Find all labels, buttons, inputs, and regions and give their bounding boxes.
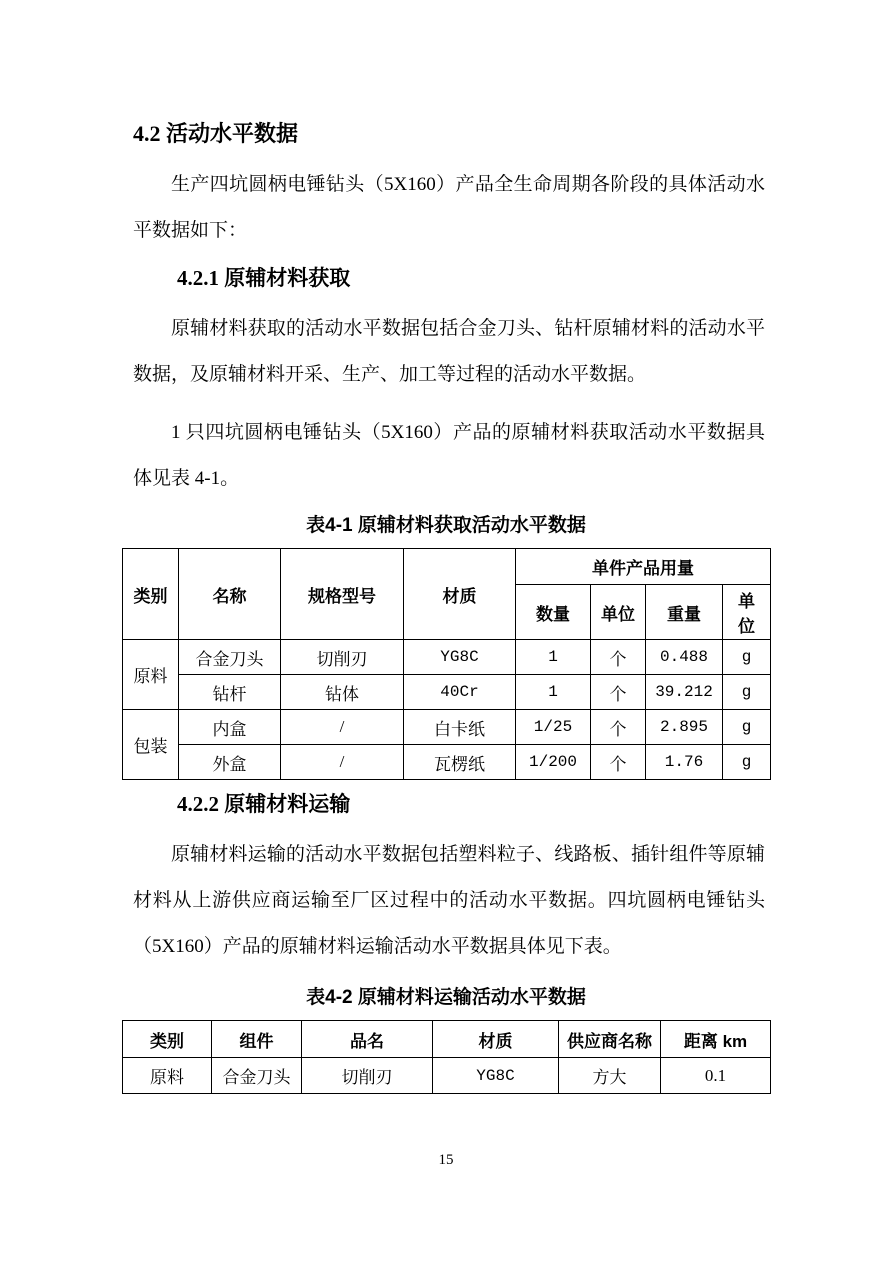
cell-weight: 39.212 [646, 675, 723, 710]
cell-qty-unit: 个 [591, 640, 646, 675]
cell-qty-unit: 个 [591, 745, 646, 780]
page-number: 15 [438, 1152, 454, 1168]
th-product: 品名 [302, 1021, 433, 1058]
table1-row-inner-box [123, 710, 771, 745]
cell-component: 合金刀头 [212, 1058, 302, 1094]
cell-material: YG8C [433, 1058, 559, 1094]
page-content [122, 0, 770, 1094]
cell-material: 瓦楞纸 [404, 745, 516, 780]
cell-weight-unit: g [723, 710, 771, 745]
paragraph-acquisition-2: 1 只四坑圆柄电锤钻头（5X160）产品的原辅材料获取活动水平数据具体见表 4-1。 [133, 422, 765, 489]
paragraph-transport: 原辅材料运输的活动水平数据包括塑料粒子、线路板、插针组件等原辅材料从上游供应商运输至厂区过程中的活动水平数据。四坑圆柄电锤钻头（5X160）产品的原辅材料运输活动水平数据具体见下表。 [133, 844, 765, 957]
cell-qty: 1/200 [516, 745, 591, 780]
th-name: 名称 [179, 549, 281, 640]
cell-distance: 0.1 [661, 1058, 771, 1094]
th-category: 类别 [123, 1021, 212, 1058]
table1-header-row-1 [123, 549, 771, 585]
cell-material: 白卡纸 [404, 710, 516, 745]
cell-category: 包装 [123, 710, 179, 780]
cell-name: 合金刀头 [179, 640, 281, 675]
th-qty-unit: 单位 [591, 585, 646, 640]
cell-product: 切削刃 [302, 1058, 433, 1094]
cell-weight-unit: g [723, 675, 771, 710]
cell-spec: / [281, 745, 404, 780]
table-raw-material-transport [122, 1020, 771, 1094]
table1-row-outer-box [123, 745, 771, 780]
cell-name: 外盒 [179, 745, 281, 780]
th-weight: 重量 [646, 585, 723, 640]
table1-row-drill-rod [123, 675, 771, 710]
cell-spec: 切削刃 [281, 640, 404, 675]
cell-name: 钻杆 [179, 675, 281, 710]
th-component: 组件 [212, 1021, 302, 1058]
paragraph-acquisition-1: 原辅材料获取的活动水平数据包括合金刀头、钻杆原辅材料的活动水平数据，及原辅材料开采、生产、加工等过程的活动水平数据。 [133, 318, 765, 385]
cell-supplier: 方大 [559, 1058, 661, 1094]
th-material: 材质 [404, 549, 516, 640]
th-distance: 距离 km [661, 1021, 771, 1058]
heading-4-2: 4.2 活动水平数据 [133, 121, 299, 146]
cell-qty: 1 [516, 640, 591, 675]
heading-4-2-2: 4.2.2 原辅材料运输 [177, 792, 351, 816]
th-usage-group: 单件产品用量 [516, 549, 771, 585]
cell-weight: 1.76 [646, 745, 723, 780]
cell-qty: 1/25 [516, 710, 591, 745]
cell-category: 原料 [123, 640, 179, 710]
cell-qty: 1 [516, 675, 591, 710]
cell-weight: 2.895 [646, 710, 723, 745]
table2-header-row [123, 1021, 771, 1058]
cell-qty-unit: 个 [591, 675, 646, 710]
th-weight-unit: 单位 [723, 585, 771, 640]
cell-weight: 0.488 [646, 640, 723, 675]
cell-material: 40Cr [404, 675, 516, 710]
table1-caption: 表4-1 原辅材料获取活动水平数据 [306, 515, 586, 536]
table2-row-alloy-tip [123, 1058, 771, 1094]
cell-name: 内盒 [179, 710, 281, 745]
heading-4-2-1: 4.2.1 原辅材料获取 [177, 266, 351, 290]
table-raw-material-acquisition [122, 548, 771, 780]
th-material: 材质 [433, 1021, 559, 1058]
th-category: 类别 [123, 549, 179, 640]
cell-weight-unit: g [723, 745, 771, 780]
paragraph-intro: 生产四坑圆柄电锤钻头（5X160）产品全生命周期各阶段的具体活动水平数据如下： [133, 174, 765, 241]
table1-row-alloy-tip [123, 640, 771, 675]
th-supplier: 供应商名称 [559, 1021, 661, 1058]
th-spec: 规格型号 [281, 549, 404, 640]
cell-material: YG8C [404, 640, 516, 675]
th-qty: 数量 [516, 585, 591, 640]
cell-qty-unit: 个 [591, 710, 646, 745]
cell-spec: / [281, 710, 404, 745]
cell-weight-unit: g [723, 640, 771, 675]
cell-category: 原料 [123, 1058, 212, 1094]
cell-spec: 钻体 [281, 675, 404, 710]
table2-caption: 表4-2 原辅材料运输活动水平数据 [306, 987, 586, 1008]
